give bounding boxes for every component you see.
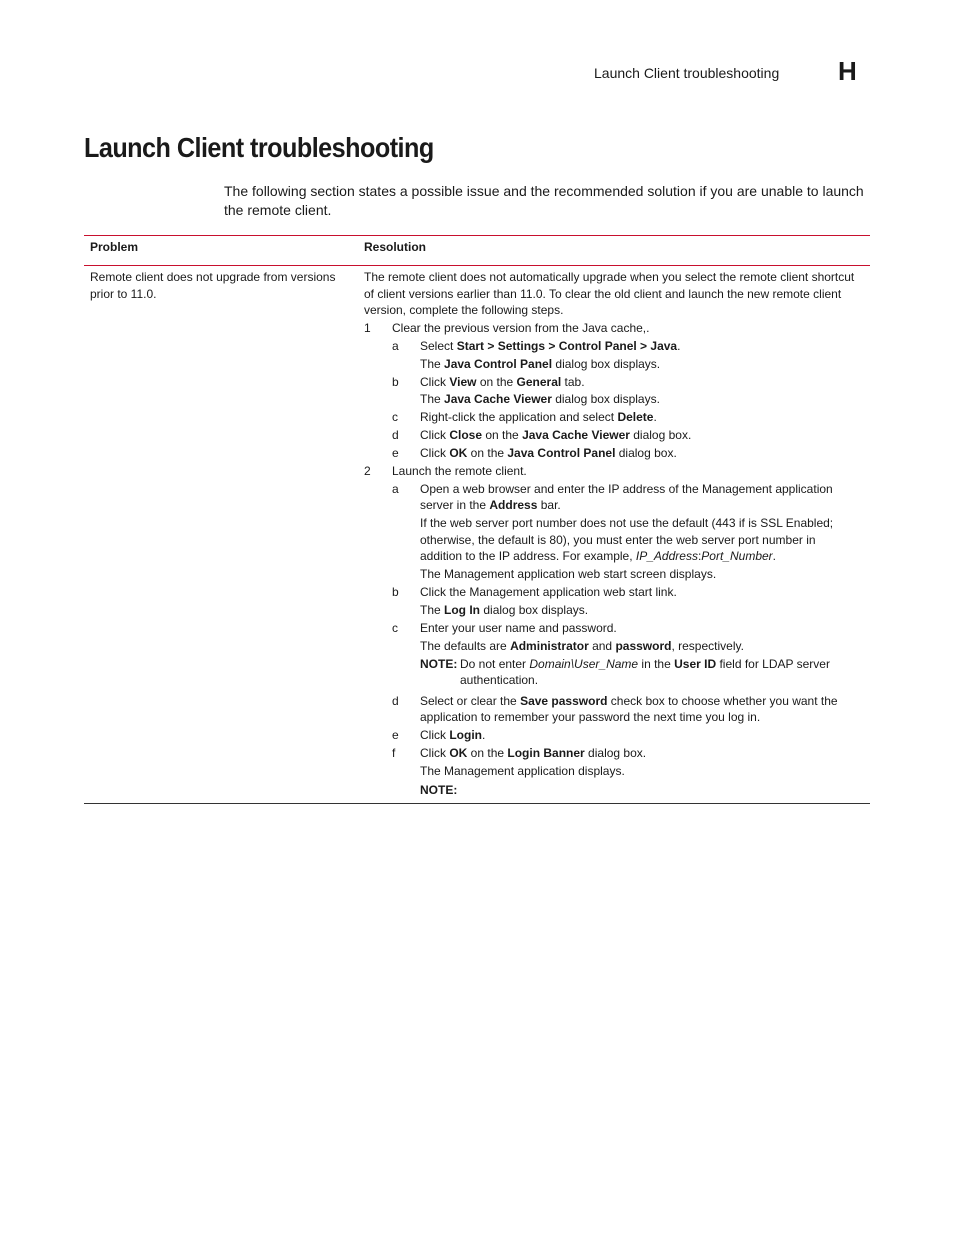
- appendix-letter: H: [838, 56, 857, 86]
- substep-result: The Java Cache Viewer dialog box displays.: [420, 392, 660, 406]
- page-title: Launch Client troubleshooting: [84, 132, 434, 163]
- note-label: NOTE:: [420, 783, 458, 797]
- substep-text: Click Close on the Java Cache Viewer dialog box.: [420, 428, 692, 442]
- substep-letter: b: [392, 585, 399, 599]
- resolution-cell: [364, 269, 864, 797]
- resolution-intro: The remote client does not automatically upgrade when you select the remote client shortcut of client versions earlier than 11.0. To clear the old client and launch the new remote client version, complete the following steps.: [364, 270, 855, 317]
- substep-text-cont: server in the Address bar.: [420, 498, 561, 512]
- substep-result: The Management application displays.: [420, 764, 625, 778]
- substep-text-cont: application to remember your password the next time you log in.: [420, 710, 761, 724]
- substep-result: The Java Control Panel dialog box displays.: [420, 357, 661, 371]
- substep-letter: c: [392, 410, 398, 424]
- substep-result: The Management application web start screen displays.: [420, 567, 717, 581]
- substep-text: Select Start > Settings > Control Panel > Java.: [420, 339, 681, 353]
- intro-paragraph: The following section states a possible issue and the recommended solution if you are unable to launch the remote client.: [224, 183, 864, 218]
- step-text: Clear the previous version from the Java cache,.: [392, 321, 650, 335]
- substep-letter: f: [392, 746, 396, 760]
- step-number: 1: [364, 321, 371, 335]
- substep-text: Enter your user name and password.: [420, 621, 617, 635]
- substep-text: Right-click the application and select Delete.: [420, 410, 657, 424]
- table-header-row: [84, 236, 870, 265]
- step-text: Launch the remote client.: [392, 464, 527, 478]
- column-header-resolution: Resolution: [364, 240, 426, 254]
- substep-text: Click OK on the Login Banner dialog box.: [420, 746, 647, 760]
- substep-text: Select or clear the Save password check box to choose whether you want the: [420, 694, 838, 708]
- substep-text: Click Login.: [420, 728, 486, 742]
- substep-text: Click OK on the Java Control Panel dialog box.: [420, 446, 677, 460]
- substep-detail: otherwise, the default is 80), you must enter the web server port number in: [420, 533, 816, 547]
- column-header-problem: Problem: [90, 240, 139, 254]
- substep-letter: d: [392, 694, 399, 708]
- table-bottom-rule: [84, 803, 870, 804]
- substep-result: The defaults are Administrator and password, respectively.: [420, 639, 744, 653]
- note-text-cont: authentication.: [460, 673, 539, 687]
- table-row: [84, 266, 870, 803]
- problem-cell: Remote client does not upgrade from versions prior to 11.0.: [90, 270, 336, 301]
- substep-letter: d: [392, 428, 399, 442]
- step-number: 2: [364, 464, 371, 478]
- substep-letter: b: [392, 375, 399, 389]
- substep-text: Open a web browser and enter the IP address of the Management application: [420, 482, 833, 496]
- substep-letter: e: [392, 446, 399, 460]
- substep-text: Click the Management application web start link.: [420, 585, 677, 599]
- substep-letter: e: [392, 728, 399, 742]
- note-text: Do not enter Domain\User_Name in the User ID field for LDAP server: [460, 657, 830, 671]
- substep-letter: a: [392, 339, 399, 353]
- substep-detail: If the web server port number does not use the default (443 if is SSL Enabled;: [420, 516, 834, 530]
- substep-letter: a: [392, 482, 399, 496]
- substep-result: The Log In dialog box displays.: [420, 603, 589, 617]
- substep-letter: c: [392, 621, 398, 635]
- troubleshooting-table: [84, 235, 870, 803]
- running-header-title: Launch Client troubleshooting: [594, 65, 780, 81]
- substep-text: Click View on the General tab.: [420, 375, 585, 389]
- substep-detail: addition to the IP address. For example, IP_Address:Port_Number.: [420, 549, 777, 563]
- note-label: NOTE:: [420, 657, 458, 671]
